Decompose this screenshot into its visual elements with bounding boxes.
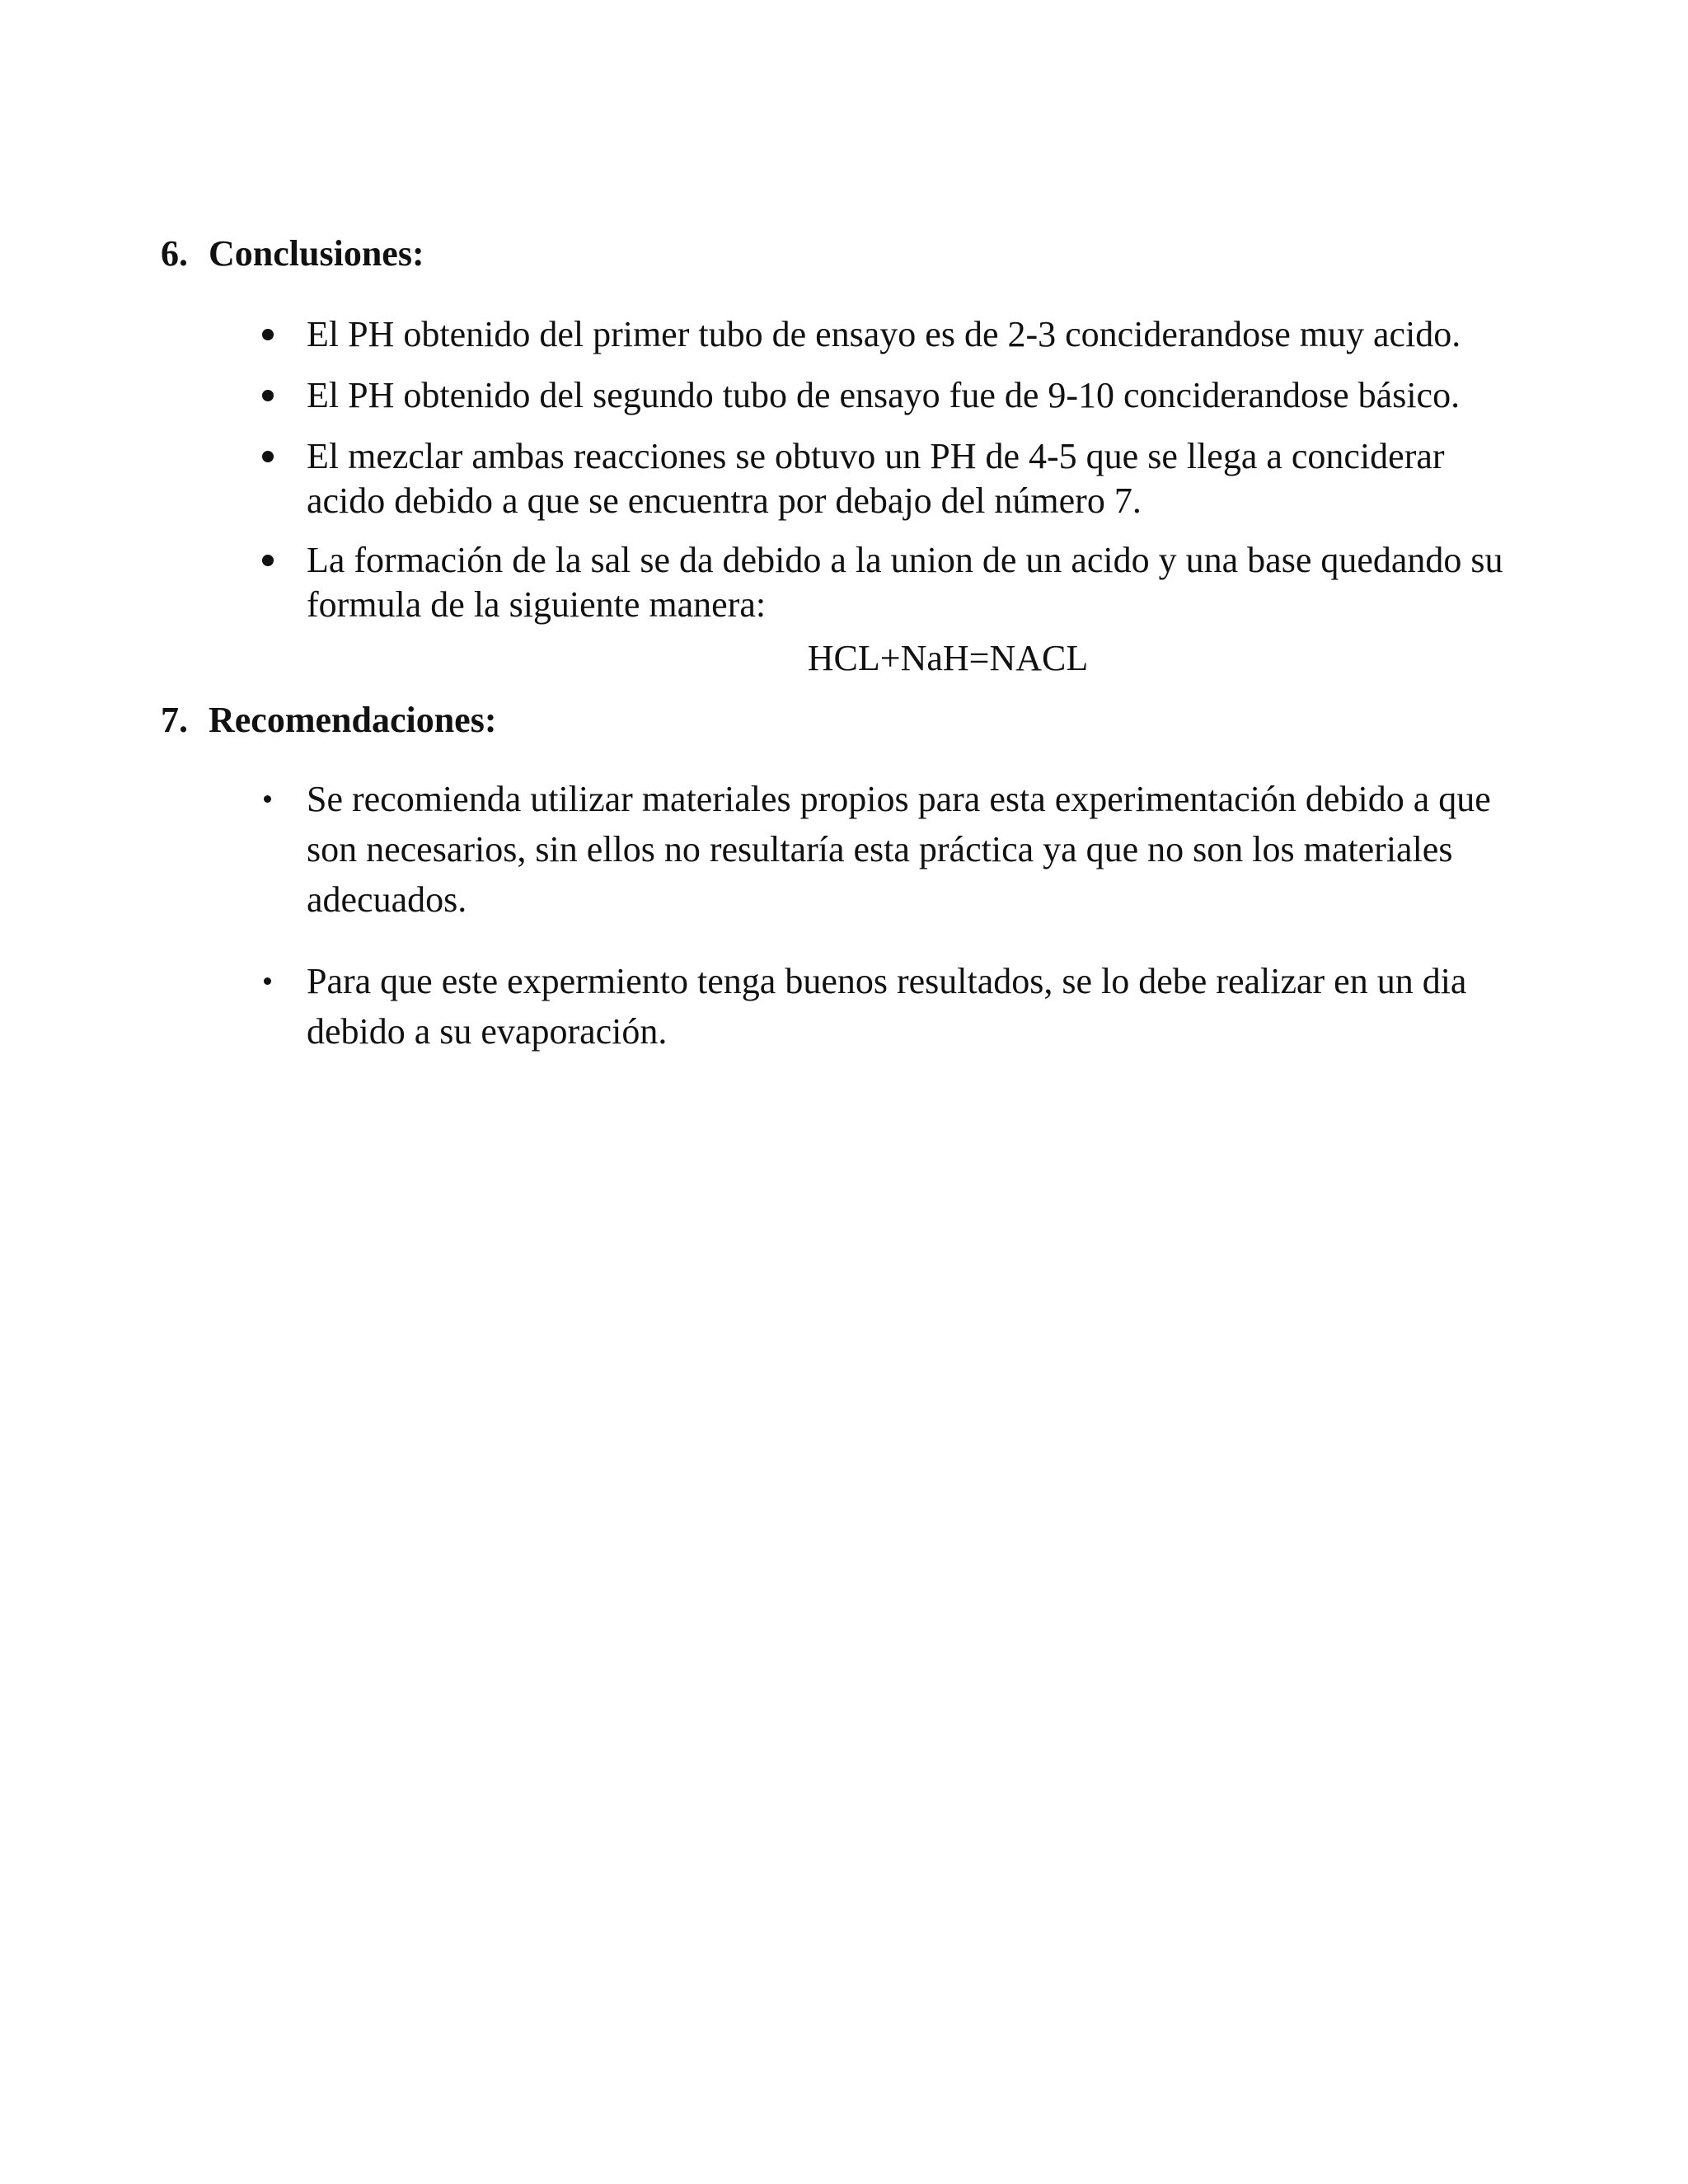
- recommendation-line: son necesarios, sin ellos no resultaría esta práctica ya que no son los materiales: [307, 829, 1453, 869]
- bullet-icon: [264, 977, 271, 985]
- section-heading-conclusiones: [161, 232, 424, 275]
- conclusion-line: El PH obtenido del primer tubo de ensayo es de 2-3 conciderandose muy acido.: [307, 314, 1461, 354]
- conclusion-line: La formación de la sal se da debido a la union de un acido y una base quedando su: [307, 540, 1503, 580]
- recommendation-item-2: [307, 956, 1466, 1057]
- section-title: Conclusiones:: [209, 233, 424, 274]
- conclusion-line: El mezclar ambas reacciones se obtuvo un PH de 4-5 que se llega a conciderar: [307, 436, 1445, 476]
- conclusion-line: acido debido a que se encuentra por debajo del número 7.: [307, 480, 1142, 521]
- bullet-icon: [262, 390, 274, 401]
- section-number: 7.: [161, 700, 188, 740]
- recommendation-line: Se recomienda utilizar materiales propios para esta experimentación debido a que: [307, 779, 1491, 819]
- bullet-icon: [262, 329, 274, 340]
- section-number: 6.: [161, 233, 188, 274]
- conclusion-item-1: [307, 312, 1461, 357]
- bullet-icon: [264, 795, 271, 803]
- conclusion-line: formula de la siguiente manera:: [307, 584, 767, 625]
- conclusion-item-2: [307, 373, 1460, 418]
- recommendation-line: Para que este expermiento tenga buenos resultados, se lo debe realizar en un dia: [307, 961, 1467, 1001]
- conclusion-item-4: [307, 538, 1503, 627]
- chemical-formula: HCL+NaH=NACL: [807, 638, 1089, 678]
- section-title: Recomendaciones:: [209, 700, 497, 740]
- recommendation-line: debido a su evaporación.: [307, 1011, 668, 1052]
- bullet-icon: [262, 555, 274, 566]
- conclusion-item-3: [307, 434, 1445, 523]
- recommendation-line: adecuados.: [307, 879, 467, 920]
- section-heading-recomendaciones: [161, 699, 497, 742]
- conclusion-line: El PH obtenido del segundo tubo de ensayo fue de 9-10 conciderandose básico.: [307, 375, 1461, 415]
- bullet-icon: [262, 451, 274, 462]
- recommendation-item-1: [307, 774, 1491, 925]
